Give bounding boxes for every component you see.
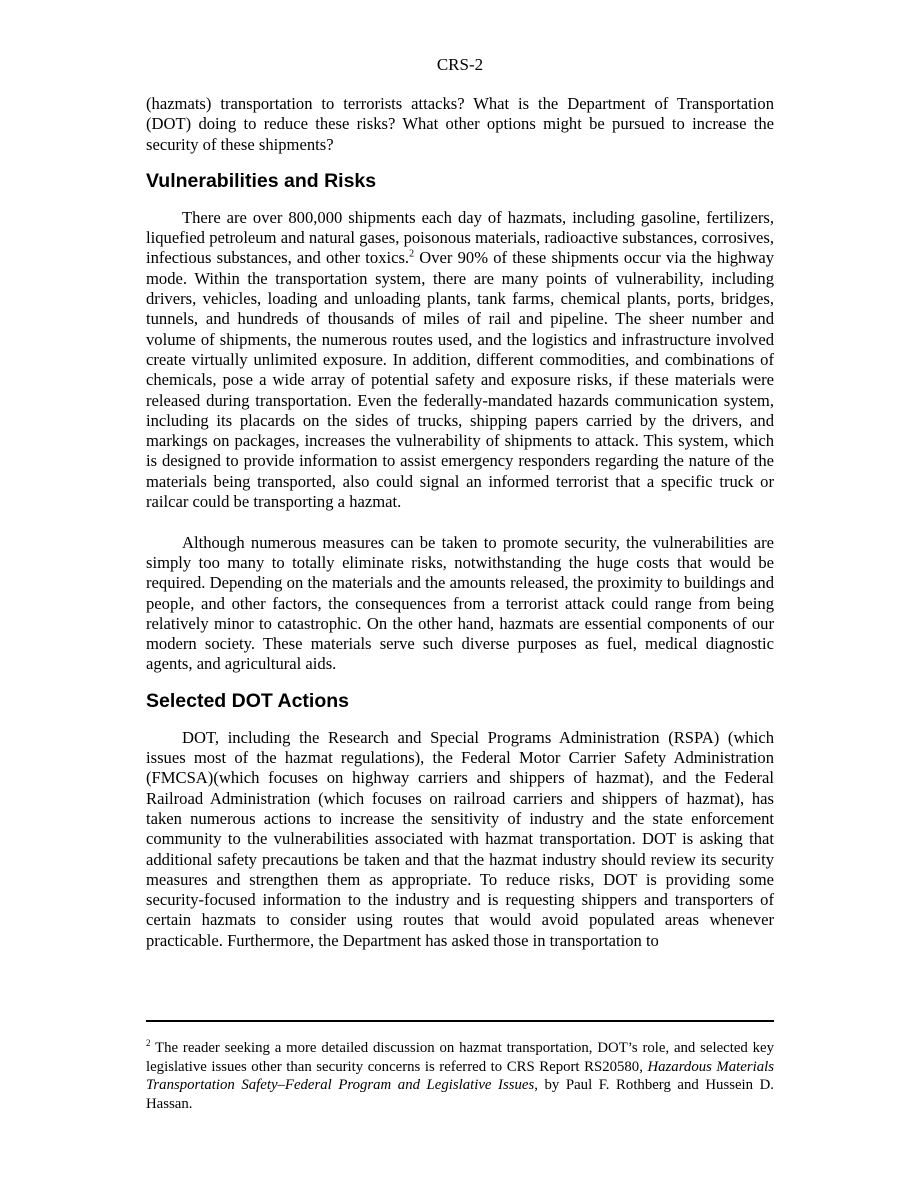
dot-actions-paragraph-1: DOT, including the Research and Special Programs Administration (RSPA) (which issues most of the hazmat regulations), the Federal Motor Carrier Safety Administration (FMCSA)(which focuses on highway carriers and shippers of hazmat), and the Federal Railroad Administration (which focuses on railroad carriers and shippers of hazmat), has taken numerous actions to increase the sensitivity of industry and the state enforcement community to the vulnerabilities associated with hazmat transportation. DOT is asking that additional safety precautions be taken and that the hazmat industry should review its security measures and strengthen them as appropriate. To reduce risks, DOT is providing some security-focused information to the industry and is requesting shippers and transporters of certain hazmats to consider using routes that would avoid populated areas whenever practicable. Furthermore, the Department has asked those in transportation to (146, 727, 774, 950)
spacer (146, 713, 774, 728)
spacer (146, 675, 774, 689)
intro-paragraph: (hazmats) transportation to terrorists attacks? What is the Department of Transportation (DOT) doing to reduce these risks? What other options might be pursued to increase the security of these shipments? (146, 94, 774, 154)
footnote-divider (146, 1020, 774, 1022)
section-heading-vulnerabilities: Vulnerabilities and Risks (146, 169, 377, 192)
footnote-report-title: Hazardous Materials Transportation Safety–Federal Program and Legislative Issues (146, 1058, 774, 1093)
paragraph-text: Over 90% of these shipments occur via the highway mode. Within the transportation system, there are many points of vulnerability, including drivers, vehicles, loading and unloading plants, tank farms, chemical plants, ports, bridges, tunnels, and hundreds of thousands of miles of rail and pipeline. The sheer number and volume of shipments, the numerous routes used, and the logistics and infrastructure involved create virtually unlimited exposure. In addition, different commodities, and combinations of chemicals, pose a wide array of potential safety and exposure risks, if these materials were released during transportation. Even the federally-mandated hazards communication system, including its placards on the sides of trucks, shipping papers carried by the drivers, and markings on packages, increases the vulnerability of shipments to attack. This system, which is designed to provide information to assist emergency responders regarding the nature of the materials being transported, also could signal an informed terrorist that a specific truck or railcar could be transporting a hazmat. (146, 248, 774, 512)
spacer (146, 155, 774, 169)
paragraph-text: There are over 800,000 shipments each day of hazmats, including gasoline, fertilizers, liquefied petroleum and natural gases, poisonous materials, radioactive substances, corrosives, infectious substances, and other toxics. (146, 207, 774, 268)
footnote-text: The reader seeking a more detailed discussion on hazmat transportation, DOT’s role, and selected key legislative issues other than security concerns is referred to CRS Report RS20580, (146, 1040, 774, 1075)
footnote-text-end: , by Paul F. Rothberg and Hussein D. Hassan. (146, 1077, 774, 1112)
footnote (146, 1039, 774, 1113)
footnote-reference: 2 (409, 248, 415, 260)
footnote-number: 2 (146, 1038, 151, 1049)
section-heading-dot-actions: Selected DOT Actions (146, 689, 349, 712)
spacer (146, 193, 774, 208)
body-text (146, 94, 774, 951)
vulnerabilities-paragraph-1 (146, 208, 774, 512)
vulnerabilities-paragraph-2: Although numerous measures can be taken to promote security, the vulnerabilities are simply too many to totally eliminate risks, notwithstanding the huge costs that would be required. Depending on the materials and the amounts released, the proximity to buildings and people, and other factors, the consequences from a terrorist attack could range from being relatively minor to catastrophic. On the other hand, hazmats are essential components of our modern society. These materials serve such diverse purposes as fuel, medical diagnostic agents, and agricultural aids. (146, 532, 774, 674)
spacer (146, 512, 774, 532)
page-number: CRS-2 (436, 55, 484, 74)
